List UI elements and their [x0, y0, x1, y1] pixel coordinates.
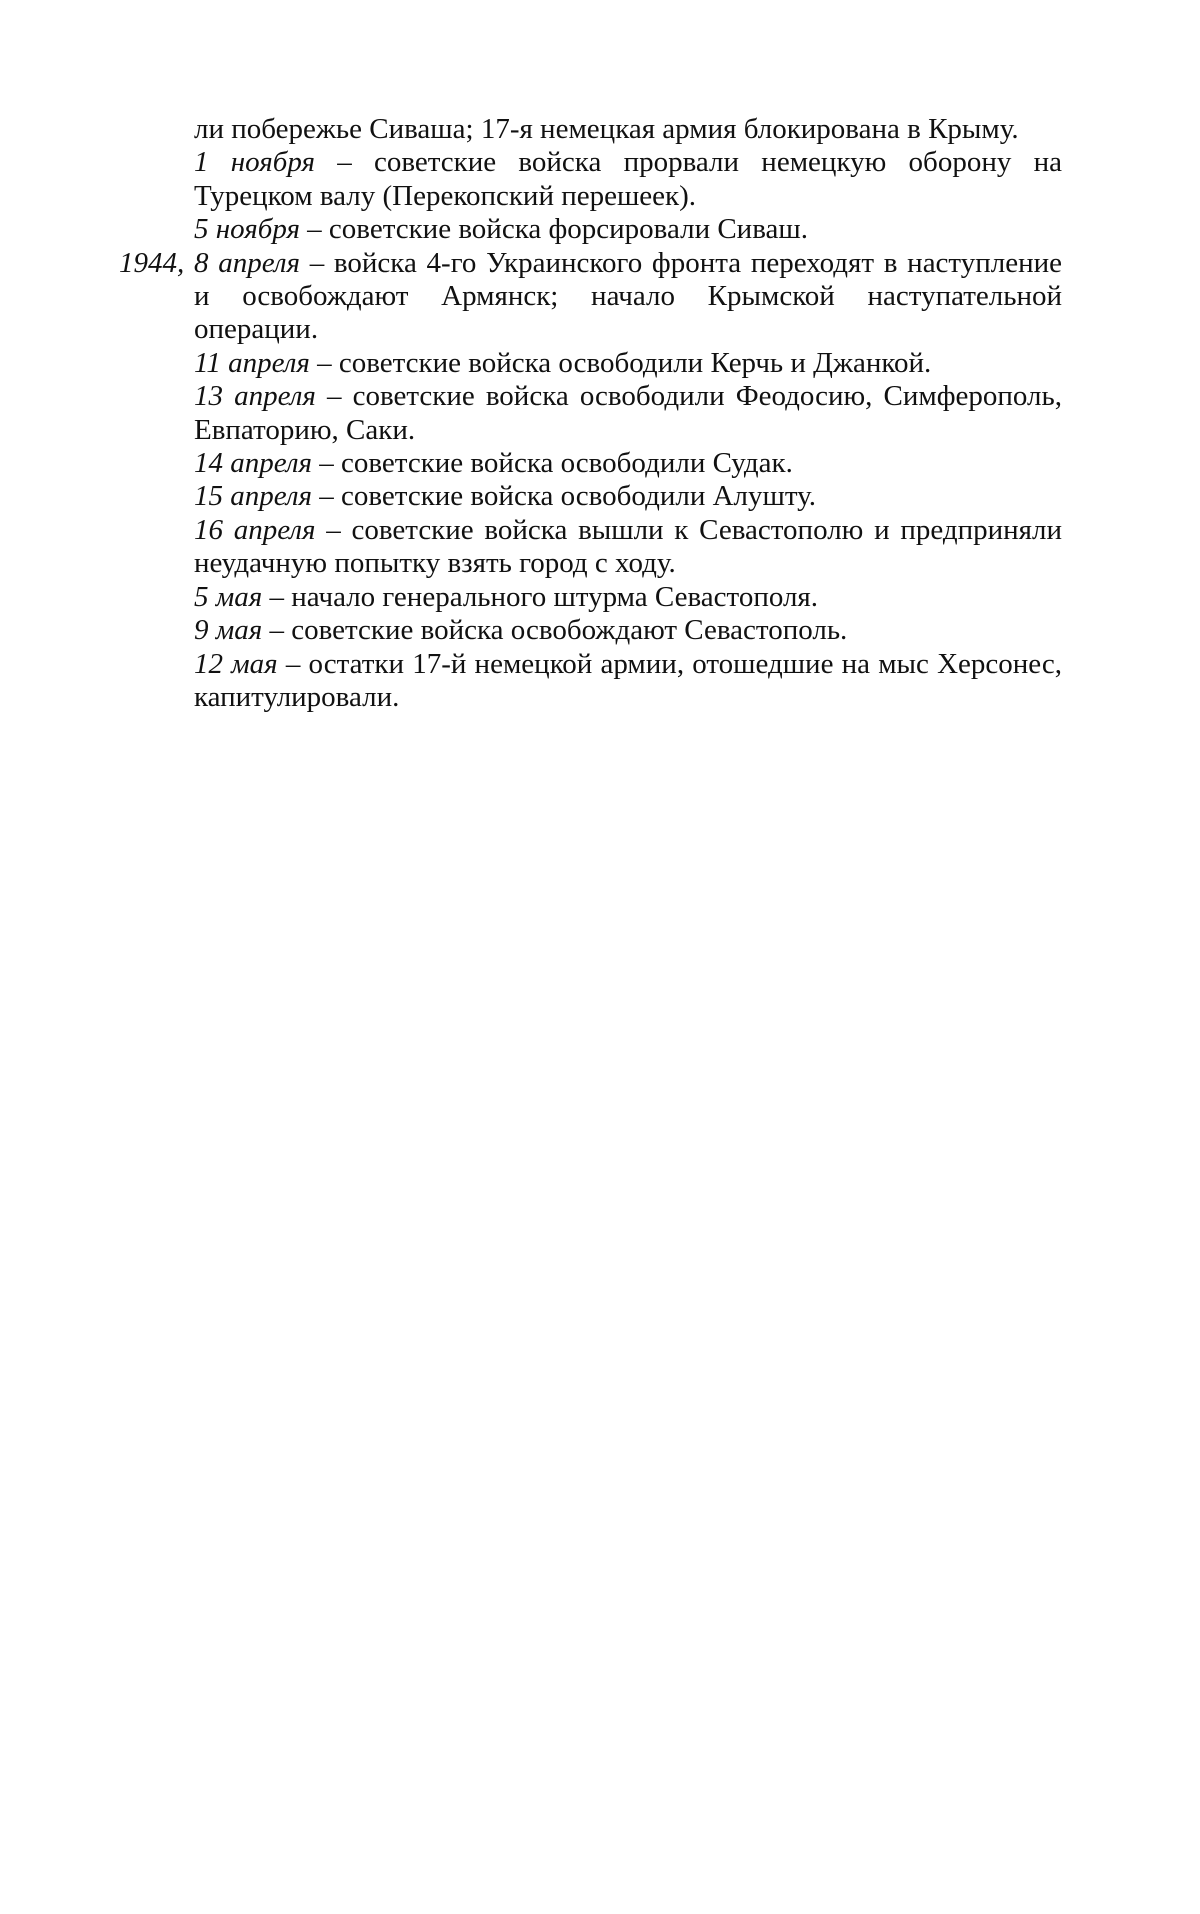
- entry-date: 5 ноября: [194, 213, 300, 246]
- entry-text: – войска 4-го Украинского фронта переходят в наступление и освобождают Армянск; начало Крымской наступательной операции.: [194, 246, 1062, 346]
- entry-date: 12 мая: [194, 647, 278, 680]
- chronology-entry: [194, 347, 1062, 380]
- chronology-entry: [194, 146, 1062, 213]
- entry-text: – советские войска освободили Феодосию, Симферополь, Евпаторию, Саки.: [194, 380, 1062, 446]
- entry-date: 5 мая: [194, 580, 263, 613]
- chronology-text: [119, 113, 1062, 714]
- chronology-entry: [194, 648, 1062, 715]
- entry-text: – остатки 17-й немецкой армии, отошедшие на мыс Херсонес, капитулировали.: [194, 647, 1062, 713]
- entry-text: – советские войска форсировали Сиваш.: [299, 213, 808, 246]
- chronology-entry: [119, 246, 1062, 347]
- chronology-entry: [194, 113, 1062, 146]
- entry-date: 11 апреля: [194, 346, 310, 379]
- entry-date: 16 апреля: [194, 513, 316, 546]
- entry-date: 13 апреля: [194, 380, 316, 413]
- chronology-entry: [194, 447, 1062, 480]
- chronology-entry: [194, 480, 1062, 513]
- chronology-entry: [194, 514, 1062, 581]
- chronology-entry: [194, 614, 1062, 647]
- entry-text: – советские войска освобождают Севастополь.: [262, 614, 848, 647]
- entry-date: 8 апреля: [194, 246, 300, 279]
- entry-text: – советские войска освободили Судак.: [312, 447, 793, 480]
- entry-date: 1 ноября: [194, 146, 315, 179]
- entry-text: – советские войска прорвали немецкую оборону на Турецком валу (Перекопский перешеек).: [194, 146, 1062, 212]
- entry-date: 14 апреля: [194, 447, 313, 480]
- entry-date: 15 апреля: [194, 480, 313, 513]
- entry-text: – советские войска вышли к Севастополю и предприняли неудачную попытку взять город с ходу.: [194, 513, 1062, 580]
- entry-text: – советские войска освободили Алушту.: [312, 480, 816, 513]
- chronology-entry: [194, 380, 1062, 447]
- chronology-entry: [194, 581, 1062, 614]
- entry-date: 9 мая: [194, 614, 263, 647]
- entry-year: 1944,: [119, 246, 185, 279]
- entry-text: – начало генерального штурма Севастополя.: [262, 580, 819, 613]
- entry-text: ли побережье Сиваша; 17-я немецкая армия блокирована в Крыму.: [194, 113, 1019, 145]
- chronology-entry: [194, 213, 1062, 246]
- entry-text: – советские войска освободили Керчь и Джанкой.: [309, 346, 932, 379]
